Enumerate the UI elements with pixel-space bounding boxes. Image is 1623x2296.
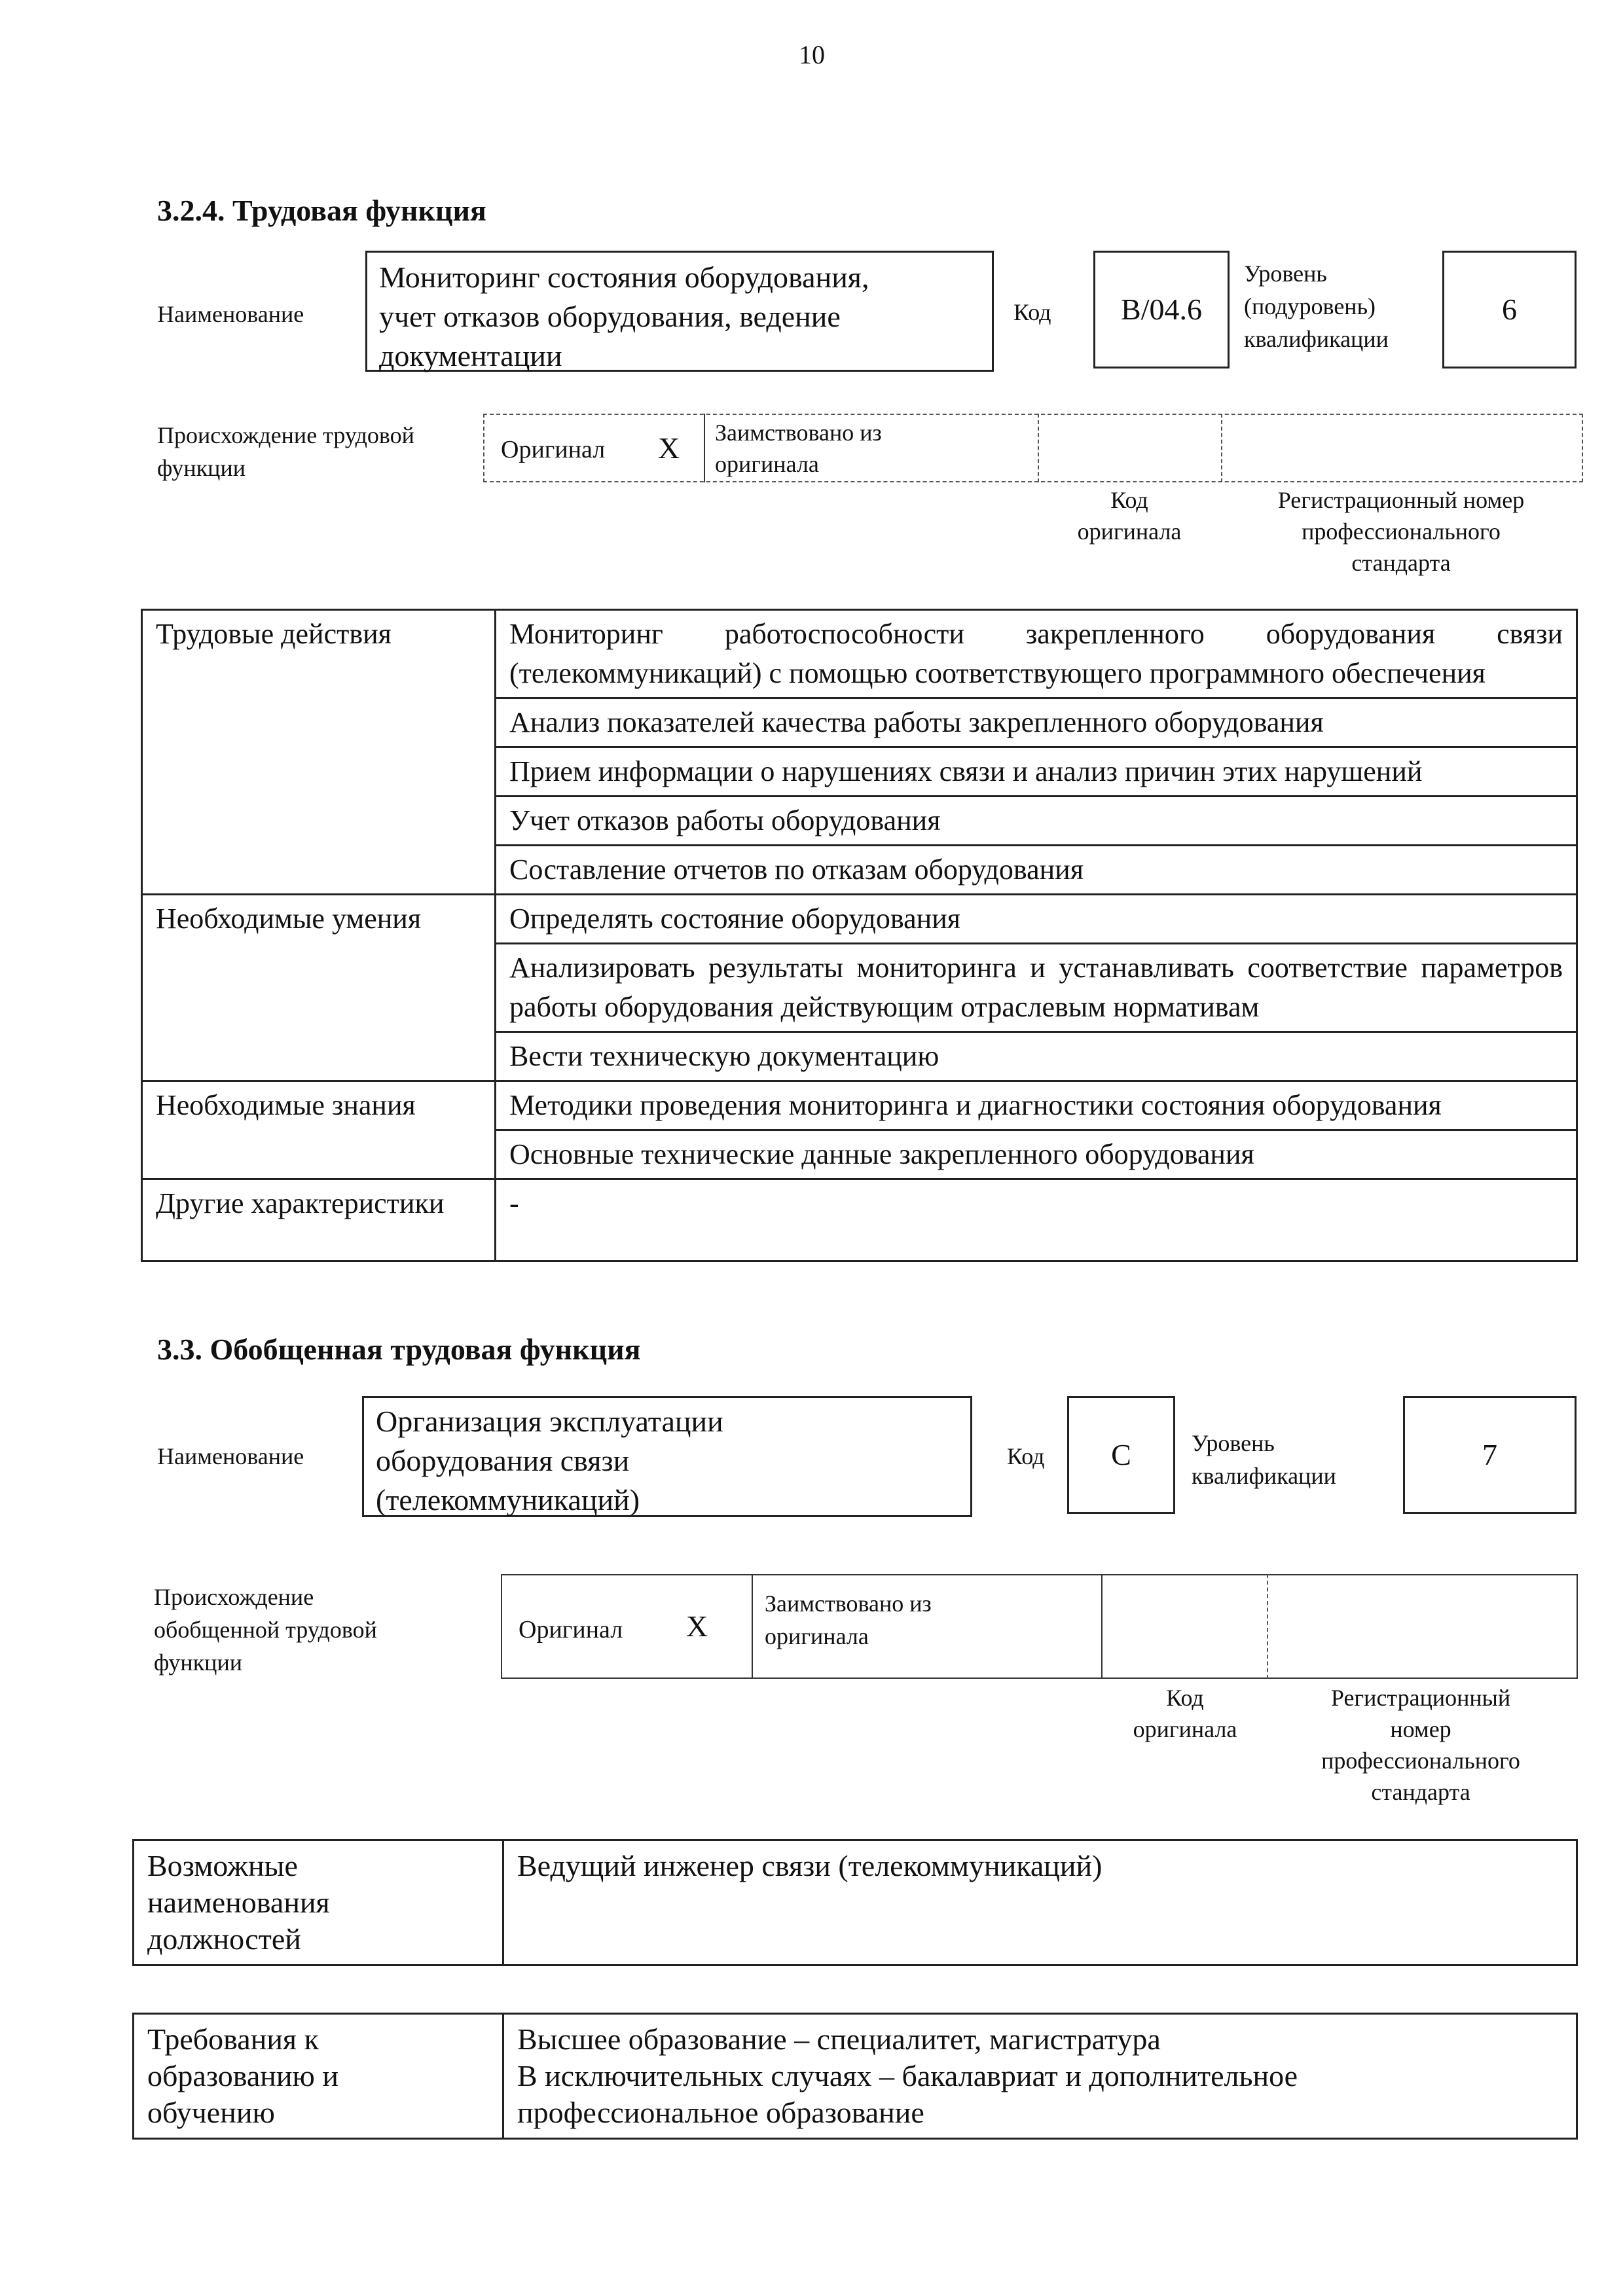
name-line: учет отказов оборудования, ведение — [379, 300, 841, 333]
section-33-level-box — [1403, 1396, 1577, 1514]
item-cell: Учет отказов работы оборудования — [496, 797, 1577, 846]
reg-number-caption: Регистрационный номер профессионального стандарта — [1321, 1685, 1520, 1805]
section-33-level-label: Уровень квалификации — [1192, 1430, 1336, 1489]
divider — [704, 414, 705, 482]
borrowed-label: Заимствовано из оригинала — [715, 420, 882, 477]
divider — [1038, 414, 1039, 482]
original-label: Оригинал — [519, 1616, 623, 1643]
section-33-origin-strip — [501, 1574, 1578, 1679]
item-cell: Составление отчетов по отказам оборудования — [496, 846, 1577, 895]
section-33-heading: 3.3. Обобщенная трудовая функция — [157, 1333, 641, 1366]
original-mark: X — [686, 1609, 708, 1643]
section-33-name-label: Наименование — [157, 1443, 304, 1469]
item-cell: Вести техническую документацию — [496, 1032, 1577, 1081]
divider — [1221, 414, 1222, 482]
table-row — [134, 1840, 1577, 1965]
function-table — [141, 609, 1578, 1262]
section-324-code-label: Код — [1013, 299, 1051, 325]
name-line: Мониторинг состояния оборудования, — [379, 260, 869, 294]
positions-table — [132, 1839, 1578, 1966]
divider — [752, 1574, 753, 1679]
borrowed-label: Заимствовано из оригинала — [765, 1590, 932, 1649]
code-original-caption: Код оригинала — [1133, 1685, 1237, 1742]
divider — [1267, 1574, 1268, 1679]
category-cell: Необходимые знания — [142, 1081, 496, 1179]
category-cell: Другие характеристики — [142, 1179, 496, 1261]
table-row — [142, 1081, 1577, 1130]
code-value: B/04.6 — [1121, 293, 1202, 326]
section-324-origin-label: Происхождение трудовой функции — [157, 422, 414, 481]
table-row — [142, 1179, 1577, 1261]
original-mark: X — [658, 431, 680, 465]
category-cell: Необходимые умения — [142, 895, 496, 1081]
section-324-heading: 3.2.4. Трудовая функция — [157, 194, 486, 227]
positions-value-cell: Ведущий инженер связи (телекоммуникаций) — [503, 1840, 1577, 1965]
original-label: Оригинал — [501, 436, 606, 463]
section-33-code-box — [1067, 1396, 1175, 1514]
section-33-code-label: Код — [1007, 1443, 1045, 1469]
item-cell: - — [496, 1179, 1577, 1261]
name-line: Организация эксплуатации — [376, 1405, 723, 1438]
item-cell: Прием информации о нарушениях связи и анализ причин этих нарушений — [496, 747, 1577, 797]
item-cell: Анализировать результаты мониторинга и устанавливать соответствие параметров работы оборудования действующим отраслевым нормативам — [496, 944, 1577, 1032]
item-cell: Основные технические данные закрепленного оборудования — [496, 1130, 1577, 1179]
item-cell: Определять состояние оборудования — [496, 895, 1577, 944]
section-324-name-box — [365, 251, 994, 372]
level-value: 7 — [1482, 1438, 1497, 1471]
section-324-origin-strip — [483, 414, 1583, 482]
item-cell: Анализ показателей качества работы закрепленного оборудования — [496, 698, 1577, 747]
table-row — [134, 2014, 1577, 2139]
section-33-origin-label: Происхождение обобщенной трудовой функции — [154, 1584, 377, 1676]
name-line: (телекоммуникаций) — [376, 1483, 640, 1516]
item-cell: Мониторинг работоспособности закрепленного оборудования связи (телекоммуникаций) с помощью соответствующего программного обеспечения — [496, 610, 1577, 698]
education-table — [132, 2013, 1578, 2140]
section-324-code-box — [1093, 251, 1230, 368]
education-label-cell: Требования к образованию и обучению — [134, 2014, 503, 2139]
section-324-level-box — [1442, 251, 1577, 368]
name-line: оборудования связи — [376, 1444, 630, 1477]
code-original-caption: Код оригинала — [1077, 487, 1182, 545]
reg-number-caption: Регистрационный номер профессионального стандарта — [1277, 487, 1525, 576]
table-row — [142, 895, 1577, 944]
table-row — [142, 610, 1577, 698]
category-cell: Трудовые действия — [142, 610, 496, 895]
divider — [1101, 1574, 1103, 1679]
section-324-level-label: Уровень (подуровень) квалификации — [1244, 260, 1389, 352]
section-324-name-label: Наименование — [157, 301, 304, 327]
page-number: 10 — [799, 40, 825, 69]
code-value: C — [1111, 1438, 1131, 1471]
level-value: 6 — [1502, 293, 1517, 326]
education-value-cell: Высшее образование – специалитет, магистратура В исключительных случаях – бакалавриат и дополнительное профессиональное образование — [503, 2014, 1577, 2139]
item-cell: Методики проведения мониторинга и диагностики состояния оборудования — [496, 1081, 1577, 1130]
positions-label-cell: Возможные наименования должностей — [134, 1840, 503, 1965]
name-line: документации — [379, 339, 562, 372]
section-33-name-box — [362, 1396, 972, 1517]
